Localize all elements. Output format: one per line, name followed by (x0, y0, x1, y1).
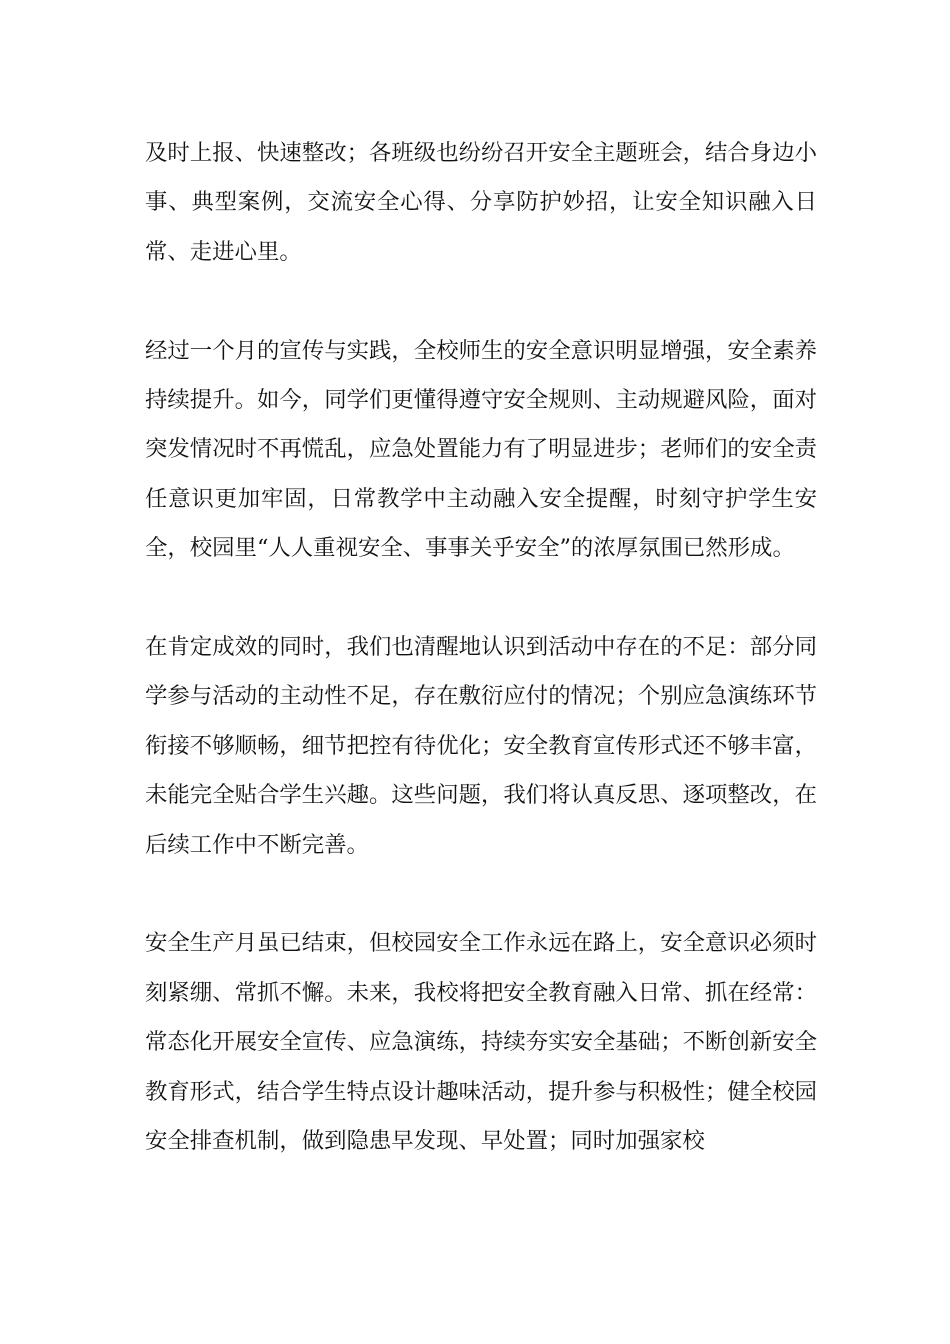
paragraph-1: 及时上报、快速整改；各班级也纷纷召开安全主题班会，结合身边小事、典型案例，交流安全心得、分享防护妙招，让安全知识融入日常、走进心里。 (145, 140, 817, 265)
paragraph-2: 经过一个月的宣传与实践，全校师生的安全意识明显增强，安全素养持续提升。如今，同学们更懂得遵守安全规则、主动规避风险，面对突发情况时不再慌乱，应急处置能力有了明显进步；老师们的安全责任意识更加牢固，日常教学中主动融入安全提醒，时刻守护学生安全，校园里“人人重视安全、事事关乎安全”的浓厚氛围已然形成。 (145, 337, 817, 562)
paragraph-3: 在肯定成效的同时，我们也清醒地认识到活动中存在的不足：部分同学参与活动的主动性不足，存在敷衍应付的情况；个别应急演练环节衔接不够顺畅，细节把控有待优化；安全教育宣传形式还不够丰富，未能完全贴合学生兴趣。这些问题，我们将认真反思、逐项整改，在后续工作中不断完善。 (145, 634, 817, 858)
paragraph-4: 安全生产月虽已结束，但校园安全工作永远在路上，安全意识必须时刻紧绷、常抓不懈。未来，我校将把安全教育融入日常、抓在经常：常态化开展安全宣传、应急演练，持续夯实安全基础；不断创新安全教育形式，结合学生特点设计趣味活动，提升参与积极性；健全校园安全排查机制，做到隐患早发现、早处置；同时加强家校 (145, 930, 817, 1155)
document-body (145, 129, 817, 1216)
